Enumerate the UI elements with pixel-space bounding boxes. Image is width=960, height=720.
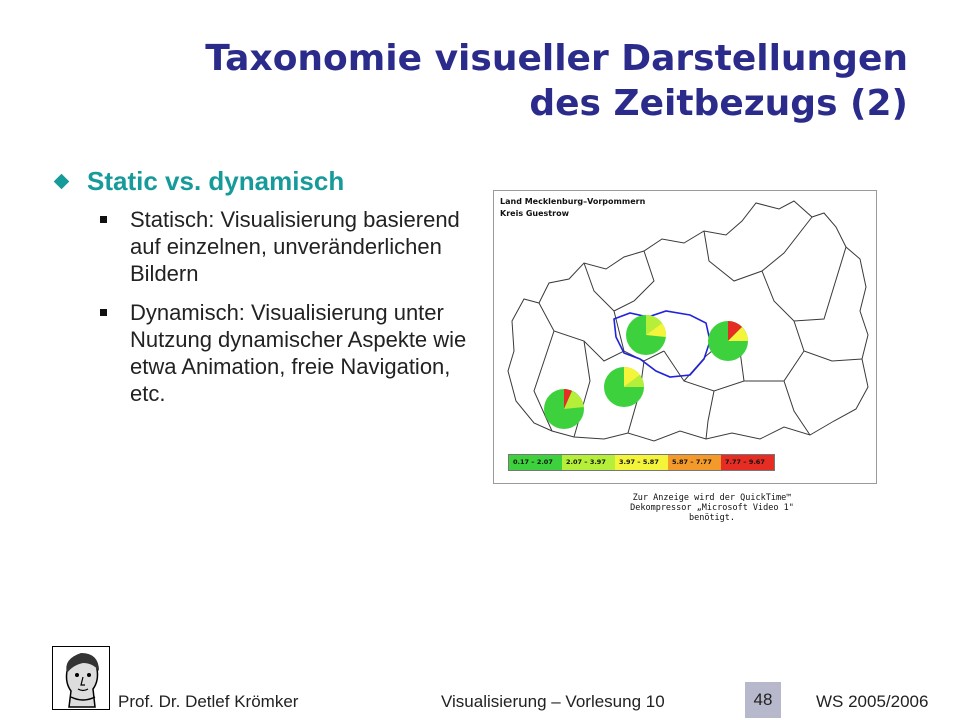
pie-chart bbox=[708, 321, 748, 361]
district-border bbox=[584, 263, 624, 351]
map-title-kreis: Kreis Guestrow bbox=[500, 209, 569, 218]
color-legend bbox=[508, 454, 775, 471]
legend-item: 7.77 – 9.67 bbox=[721, 455, 774, 470]
pie-chart bbox=[604, 367, 644, 407]
diamond-bullet-icon bbox=[54, 174, 70, 190]
slide-title-line1: Taxonomie visueller Darstellungen bbox=[205, 38, 908, 79]
sub-bullet-static bbox=[100, 206, 470, 287]
legend-item: 2.07 – 3.97 bbox=[562, 455, 615, 470]
map-title-land: Land Mecklenburg–Vorpommern bbox=[500, 197, 646, 206]
square-bullet-icon bbox=[100, 309, 107, 316]
district-border bbox=[784, 351, 810, 435]
legend-item: 5.87 – 7.77 bbox=[668, 455, 721, 470]
legend-item: 3.97 – 5.87 bbox=[615, 455, 668, 470]
slide-title bbox=[48, 36, 908, 126]
note-line: benötigt. bbox=[688, 513, 736, 523]
square-bullet-icon bbox=[100, 216, 107, 223]
main-bullet-text: Static vs. dynamisch bbox=[87, 166, 345, 196]
sub-bullet-text: Statisch: Visualisierung basierend auf einzelnen, unveränderlichen Bildern bbox=[130, 207, 460, 286]
district-border bbox=[794, 321, 862, 361]
footer-course: Visualisierung – Vorlesung 10 bbox=[441, 692, 665, 711]
map-figure bbox=[493, 190, 877, 484]
sub-bullet-text: Dynamisch: Visualisierung unter Nutzung dynamischer Aspekte wie etwa Animation, freie Navigation, etc. bbox=[130, 300, 467, 406]
legend-item: 0.17 – 2.07 bbox=[509, 455, 562, 470]
main-bullet bbox=[52, 166, 344, 197]
sub-bullet-dynamic bbox=[100, 299, 470, 407]
page-number: 48 bbox=[745, 682, 781, 718]
map-graphic bbox=[494, 191, 876, 483]
note-line: Dekompressor „Microsoft Video 1" bbox=[630, 503, 794, 513]
quicktime-note bbox=[612, 493, 812, 523]
portrait-icon bbox=[53, 647, 109, 709]
goethe-portrait-logo bbox=[52, 646, 110, 710]
note-line: Zur Anzeige wird der QuickTime™ bbox=[632, 493, 792, 503]
district-border bbox=[762, 247, 846, 321]
slide-title-line2: des Zeitbezugs (2) bbox=[529, 83, 908, 124]
district-border bbox=[706, 391, 714, 439]
pie-chart bbox=[544, 389, 584, 429]
pie-chart bbox=[626, 315, 666, 355]
footer-semester: WS 2005/2006 bbox=[816, 692, 929, 711]
footer-author: Prof. Dr. Detlef Krömker bbox=[118, 692, 299, 711]
district-border bbox=[704, 217, 812, 281]
